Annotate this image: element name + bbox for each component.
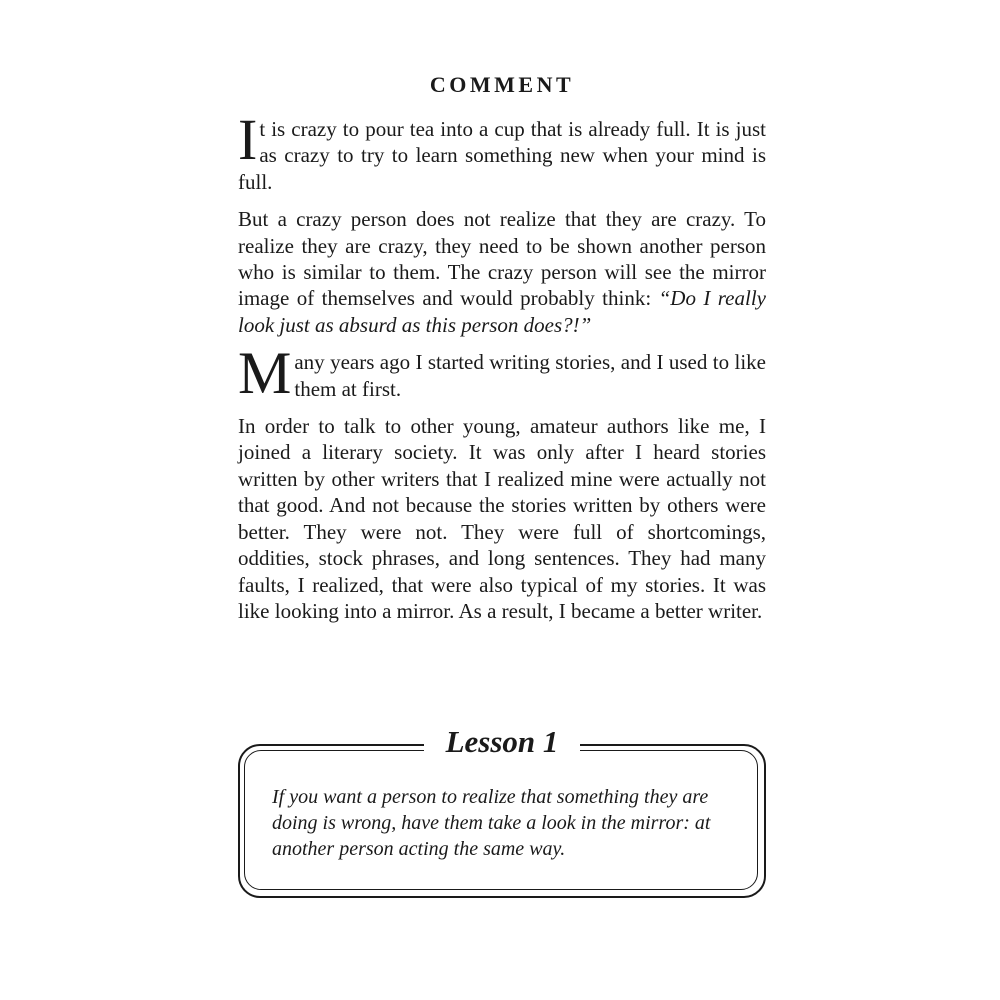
- paragraph-2-text: But a crazy person does not realize that they are crazy. To realize they are crazy, they need to be shown another person who is similar to them. The crazy person will see the mirror image of themselves and would probably think:: [238, 207, 766, 311]
- paragraph-4: [238, 413, 766, 624]
- paragraph-3-text: any years ago I started writing stories, and I used to like them at first.: [294, 350, 766, 401]
- lesson-title: Lesson 1: [424, 722, 581, 762]
- body-text: [238, 107, 766, 635]
- dropcap-letter: I: [238, 107, 258, 172]
- lesson-title-wrap: [238, 722, 766, 762]
- paragraph-4-text: In order to talk to other young, amateur authors like me, I joined a literary society. It was only after I heard stories written by other writers that I realized mine were actually not that good. And not because the stories written by others were better. They were not. They were full of shortcomings, oddities, stock phrases, and long sentences. They had many faults, I realized, that were also typical of my stories. It was like looking into a mirror. As a result, I became a better writer.: [238, 414, 766, 623]
- lesson-text: If you want a person to realize that something they are doing is wrong, have them take a look in the mirror: at another person acting the same way.: [272, 786, 711, 860]
- paragraph-2-quote: “Do I really look just as absurd as this person does?!”: [238, 286, 766, 337]
- lesson-box: [238, 724, 766, 898]
- paragraph-1-text: t is crazy to pour tea into a cup that is already full. It is just as crazy to try to learn something new when your mind is full.: [238, 117, 766, 194]
- paragraph-1: [238, 107, 766, 195]
- section-heading: COMMENT: [429, 72, 575, 97]
- book-page: [238, 0, 766, 1000]
- paragraph-3: [238, 340, 766, 407]
- paragraph-2: [238, 206, 766, 338]
- dropcap-letter: M: [238, 340, 292, 407]
